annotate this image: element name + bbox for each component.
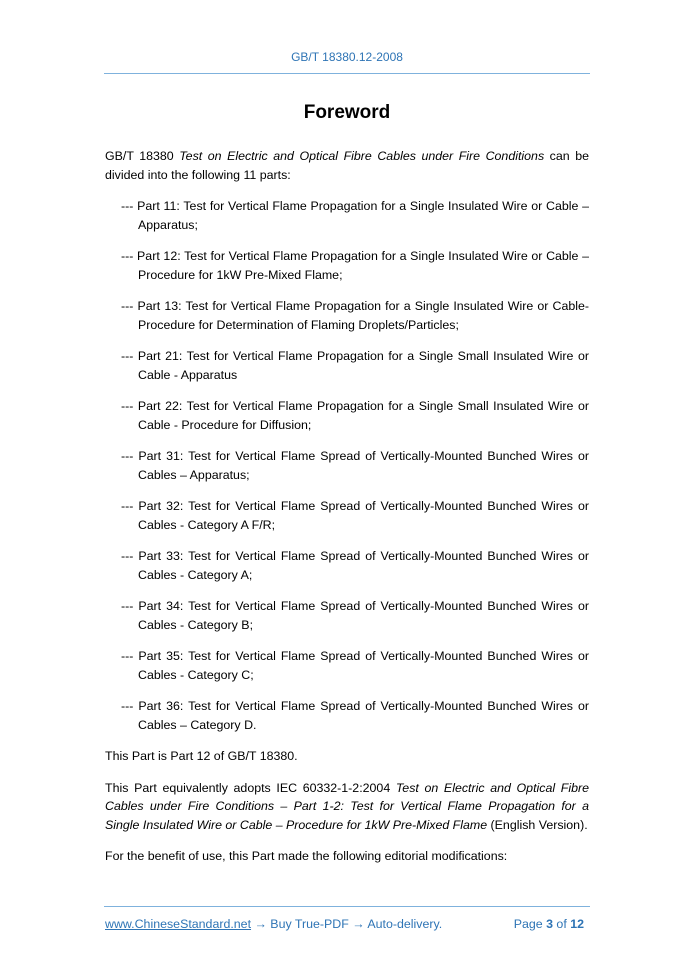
- list-item: --- Part 21: Test for Vertical Flame Propagation for a Single Small Insulated Wire or Cable - Apparatus: [121, 349, 589, 382]
- list-item: --- Part 22: Test for Vertical Flame Propagation for a Single Small Insulated Wire or Cable - Procedure for Diffusion;: [121, 399, 589, 432]
- page-number: [514, 917, 584, 931]
- series-title: Test on Electric and Optical Fibre Cables under Fire Conditions: [179, 149, 545, 163]
- list-item: --- Part 36: Test for Vertical Flame Spread of Vertically-Mounted Bunched Wires or Cables – Category D.: [121, 699, 589, 732]
- equivalence-paragraph: [105, 779, 589, 835]
- running-header: GB/T 18380.12-2008: [291, 50, 403, 64]
- list-item: --- Part 32: Test for Vertical Flame Spread of Vertically-Mounted Bunched Wires or Cables - Category A F/R;: [121, 499, 589, 532]
- list-item: --- Part 34: Test for Vertical Flame Spread of Vertically-Mounted Bunched Wires or Cables - Category B;: [121, 599, 589, 632]
- website-link[interactable]: www.ChineseStandard.net: [105, 917, 252, 931]
- page-total: 12: [570, 917, 584, 931]
- page-current: 3: [546, 917, 553, 931]
- page-title: Foreword: [303, 102, 391, 123]
- list-item: --- Part 13: Test for Vertical Flame Propagation for a Single Insulated Wire or Cable-Procedure for Determination of Flaming Droplets/Particles;: [121, 299, 589, 332]
- document-body: [105, 147, 589, 879]
- footer-divider: [104, 906, 590, 907]
- equivalence-suffix: (English Version).: [487, 817, 588, 832]
- list-item: --- Part 33: Test for Vertical Flame Spread of Vertically-Mounted Bunched Wires or Cables - Category A;: [121, 549, 589, 582]
- intro-paragraph: [105, 147, 589, 184]
- footer-promo: [105, 917, 442, 931]
- equivalence-prefix: This Part equivalently adopts IEC 60332-1-2:2004: [105, 780, 396, 795]
- part-statement: This Part is Part 12 of GB/T 18380.: [105, 749, 298, 763]
- list-item: --- Part 12: Test for Vertical Flame Propagation for a Single Insulated Wire or Cable – Procedure for 1kW Pre-Mixed Flame;: [121, 249, 589, 282]
- page-of: of: [552, 917, 571, 931]
- intro-suffix: can be divided into the following 11 parts:: [105, 149, 589, 182]
- parts-list: [105, 197, 589, 734]
- intro-prefix: GB/T 18380: [105, 149, 180, 163]
- list-item: --- Part 31: Test for Vertical Flame Spread of Vertically-Mounted Bunched Wires or Cables – Apparatus;: [121, 449, 589, 482]
- list-item: --- Part 11: Test for Vertical Flame Propagation for a Single Insulated Wire or Cable – Apparatus;: [121, 199, 589, 232]
- list-item: --- Part 35: Test for Vertical Flame Spread of Vertically-Mounted Bunched Wires or Cables - Category C;: [121, 649, 589, 682]
- page-label: Page: [513, 917, 547, 931]
- footer-tagline: → Buy True-PDF → Auto-delivery.: [251, 917, 443, 931]
- header-divider: [104, 73, 590, 74]
- editorial-intro: For the benefit of use, this Part made the following editorial modifications:: [105, 849, 508, 863]
- iec-title: Test on Electric and Optical Fibre Cables under Fire Conditions – Part 1-2: Test for Vertical Flame Propagation for a Single Insulated Wire or Cable – Procedure for 1kW Pre-Mixed Flame: [105, 780, 589, 832]
